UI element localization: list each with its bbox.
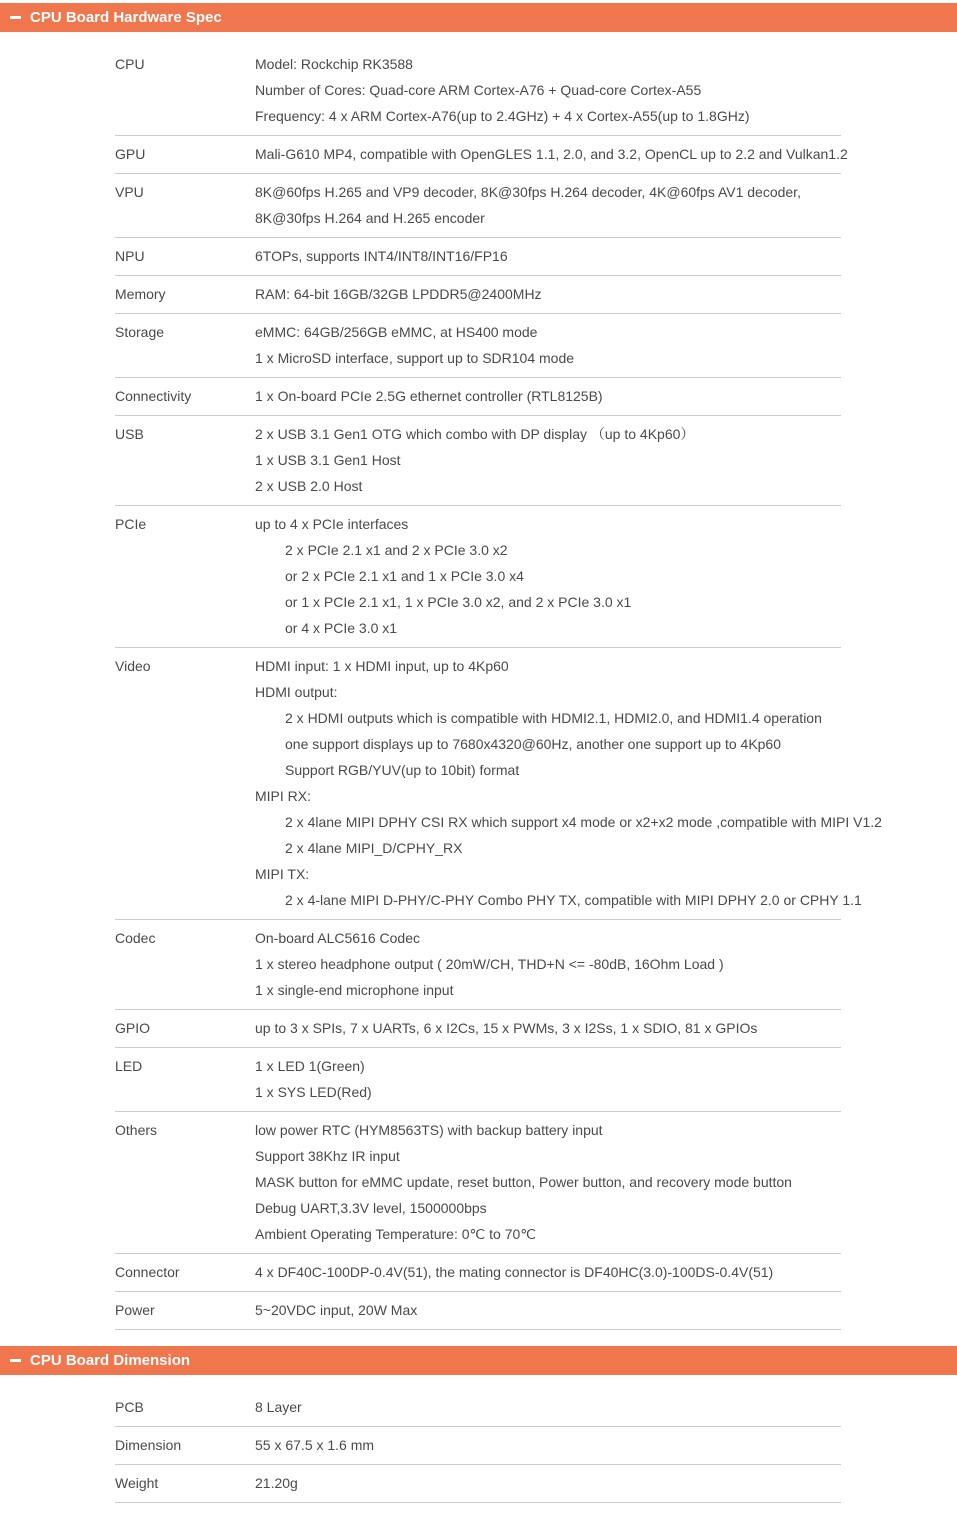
spec-section <box>0 1346 957 1503</box>
spec-row-value <box>255 1117 841 1247</box>
spec-row-value <box>255 1259 841 1285</box>
spec-row <box>115 1112 841 1254</box>
spec-row <box>115 136 848 174</box>
spec-value-line: RAM: 64-bit 16GB/32GB LPDDR5@2400MHz <box>255 286 542 302</box>
spec-value-line: Number of Cores: Quad-core ARM Cortex-A76 + Quad-core Cortex-A55 <box>255 82 702 98</box>
spec-row-label: Dimension <box>115 1437 182 1453</box>
spec-row <box>115 1427 841 1465</box>
spec-row <box>115 1292 841 1330</box>
spec-value-line: 21.20g <box>255 1475 298 1491</box>
spec-row-value <box>255 179 841 231</box>
spec-row-value <box>255 383 841 409</box>
spec-row <box>115 1254 841 1292</box>
spec-row-label: Connectivity <box>115 388 192 404</box>
spec-row-label: Others <box>115 1122 158 1138</box>
spec-value-line: or 2 x PCIe 2.1 x1 and 1 x PCIe 3.0 x4 <box>285 568 524 584</box>
spec-row-label: Memory <box>115 286 166 302</box>
spec-row-value <box>255 925 841 1003</box>
spec-value-line: Support 38Khz IR input <box>255 1148 400 1164</box>
spec-value-line: 8 Layer <box>255 1399 302 1415</box>
spec-row <box>115 378 841 416</box>
spec-section <box>0 3 957 1330</box>
spec-row <box>115 46 841 136</box>
spec-value-line: 55 x 67.5 x 1.6 mm <box>255 1437 375 1453</box>
spec-value-line: MASK button for eMMC update, reset button, Power button, and recovery mode button <box>255 1174 792 1190</box>
spec-row-label: Video <box>115 658 151 674</box>
spec-row-label: Connector <box>115 1264 180 1280</box>
spec-row <box>115 314 841 378</box>
spec-row <box>115 648 882 920</box>
spec-value-line: 1 x stereo headphone output ( 20mW/CH, THD+N <= -80dB, 16Ohm Load ) <box>255 956 724 972</box>
spec-value-line: On-board ALC5616 Codec <box>255 930 420 946</box>
spec-row <box>115 920 841 1010</box>
section-title: CPU Board Dimension <box>30 1352 191 1369</box>
spec-value-line: Ambient Operating Temperature: 0℃ to 70℃ <box>255 1226 536 1242</box>
spec-value-line: Model: Rockchip RK3588 <box>255 56 413 72</box>
spec-row-value <box>255 1053 841 1105</box>
spec-value-line: or 4 x PCIe 3.0 x1 <box>285 620 398 636</box>
spec-row-label: PCB <box>115 1399 144 1415</box>
spec-value-line: 2 x USB 2.0 Host <box>255 478 363 494</box>
spec-value-line: Support RGB/YUV(up to 10bit) format <box>285 762 520 778</box>
spec-row-label: Weight <box>115 1475 159 1491</box>
spec-row-value <box>255 281 841 307</box>
spec-value-line: 1 x LED 1(Green) <box>255 1058 365 1074</box>
spec-value-line: 8K@60fps H.265 and VP9 decoder, 8K@30fps H.264 decoder, 4K@60fps AV1 decoder, <box>255 184 801 200</box>
section-header[interactable] <box>0 3 957 32</box>
spec-row <box>115 1389 841 1427</box>
spec-value-line: 6TOPs, supports INT4/INT8/INT16/FP16 <box>255 248 508 264</box>
spec-row-label: GPU <box>115 146 146 162</box>
spec-value-line: low power RTC (HYM8563TS) with backup battery input <box>255 1122 603 1138</box>
spec-row <box>115 1048 841 1112</box>
spec-value-line: 8K@30fps H.264 and H.265 encoder <box>255 210 485 226</box>
spec-row-label: Storage <box>115 324 165 340</box>
spec-row-value <box>255 1432 841 1458</box>
spec-row-value <box>255 653 882 913</box>
spec-value-line: 1 x single-end microphone input <box>255 982 454 998</box>
spec-value-line: 1 x USB 3.1 Gen1 Host <box>255 452 401 468</box>
spec-row-value <box>255 319 841 371</box>
spec-row-value <box>255 141 848 167</box>
spec-row <box>115 1465 841 1503</box>
spec-row-label: USB <box>115 426 144 442</box>
spec-row-value <box>255 421 841 499</box>
spec-value-line: 2 x 4lane MIPI DPHY CSI RX which support x4 mode or x2+x2 mode ,compatible with MIPI V1.2 <box>285 814 882 830</box>
spec-value-line: 2 x PCIe 2.1 x1 and 2 x PCIe 3.0 x2 <box>285 542 508 558</box>
collapse-minus-icon[interactable] <box>10 16 21 19</box>
spec-row <box>115 276 841 314</box>
spec-row-value <box>255 1470 841 1496</box>
spec-row <box>115 416 841 506</box>
spec-value-line: up to 4 x PCIe interfaces <box>255 516 409 532</box>
spec-value-line: MIPI RX: <box>255 788 312 804</box>
spec-row-label: Codec <box>115 930 156 946</box>
collapse-minus-icon[interactable] <box>10 1359 21 1362</box>
spec-value-line: 1 x MicroSD interface, support up to SDR104 mode <box>255 350 575 366</box>
spec-value-line: HDMI input: 1 x HDMI input, up to 4Kp60 <box>255 658 509 674</box>
spec-row-label: Power <box>115 1302 155 1318</box>
spec-value-line: 4 x DF40C-100DP-0.4V(51), the mating connector is DF40HC(3.0)-100DS-0.4V(51) <box>255 1264 774 1280</box>
spec-table <box>115 46 882 1330</box>
spec-row <box>115 1010 841 1048</box>
spec-row-label: VPU <box>115 184 144 200</box>
spec-row-value <box>255 1394 841 1420</box>
section-header[interactable] <box>0 1346 957 1375</box>
spec-value-line: 1 x On-board PCIe 2.5G ethernet controller (RTL8125B) <box>255 388 603 404</box>
spec-row <box>115 238 841 276</box>
spec-value-line: Frequency: 4 x ARM Cortex-A76(up to 2.4GHz) + 4 x Cortex-A55(up to 1.8GHz) <box>255 108 750 124</box>
spec-value-line: 2 x USB 3.1 Gen1 OTG which combo with DP display （up to 4Kp60） <box>255 426 695 442</box>
spec-row-value <box>255 1297 841 1323</box>
spec-value-line: 2 x 4-lane MIPI D-PHY/C-PHY Combo PHY TX, compatible with MIPI DPHY 2.0 or CPHY 1.1 <box>285 892 862 908</box>
spec-row-label: CPU <box>115 56 145 72</box>
spec-value-line: or 1 x PCIe 2.1 x1, 1 x PCIe 3.0 x2, and 2 x PCIe 3.0 x1 <box>285 594 632 610</box>
spec-value-line: MIPI TX: <box>255 866 310 882</box>
spec-value-line: up to 3 x SPIs, 7 x UARTs, 6 x I2Cs, 15 x PWMs, 3 x I2Ss, 1 x SDIO, 81 x GPIOs <box>255 1020 758 1036</box>
spec-value-line: one support displays up to 7680x4320@60Hz, another one support up to 4Kp60 <box>285 736 782 752</box>
spec-row-value <box>255 51 841 129</box>
spec-value-line: HDMI output: <box>255 684 338 700</box>
spec-row-label: LED <box>115 1058 143 1074</box>
spec-value-line: 2 x 4lane MIPI_D/CPHY_RX <box>285 840 463 856</box>
spec-row-label: NPU <box>115 248 145 264</box>
spec-row-value <box>255 243 841 269</box>
spec-table <box>115 1389 841 1503</box>
spec-row-label: PCIe <box>115 516 147 532</box>
section-title: CPU Board Hardware Spec <box>30 9 222 26</box>
spec-value-line: Debug UART,3.3V level, 1500000bps <box>255 1200 487 1216</box>
spec-value-line: eMMC: 64GB/256GB eMMC, at HS400 mode <box>255 324 538 340</box>
spec-row-value <box>255 511 841 641</box>
spec-value-line: 2 x HDMI outputs which is compatible with HDMI2.1, HDMI2.0, and HDMI1.4 operation <box>285 710 822 726</box>
spec-row-label: GPIO <box>115 1020 151 1036</box>
spec-page <box>0 3 957 1503</box>
spec-row <box>115 506 841 648</box>
spec-value-line: Mali-G610 MP4, compatible with OpenGLES 1.1, 2.0, and 3.2, OpenCL up to 2.2 and Vulkan1.2 <box>255 146 848 162</box>
spec-value-line: 5~20VDC input, 20W Max <box>255 1302 418 1318</box>
spec-row <box>115 174 841 238</box>
spec-row-value <box>255 1015 841 1041</box>
spec-value-line: 1 x SYS LED(Red) <box>255 1084 372 1100</box>
